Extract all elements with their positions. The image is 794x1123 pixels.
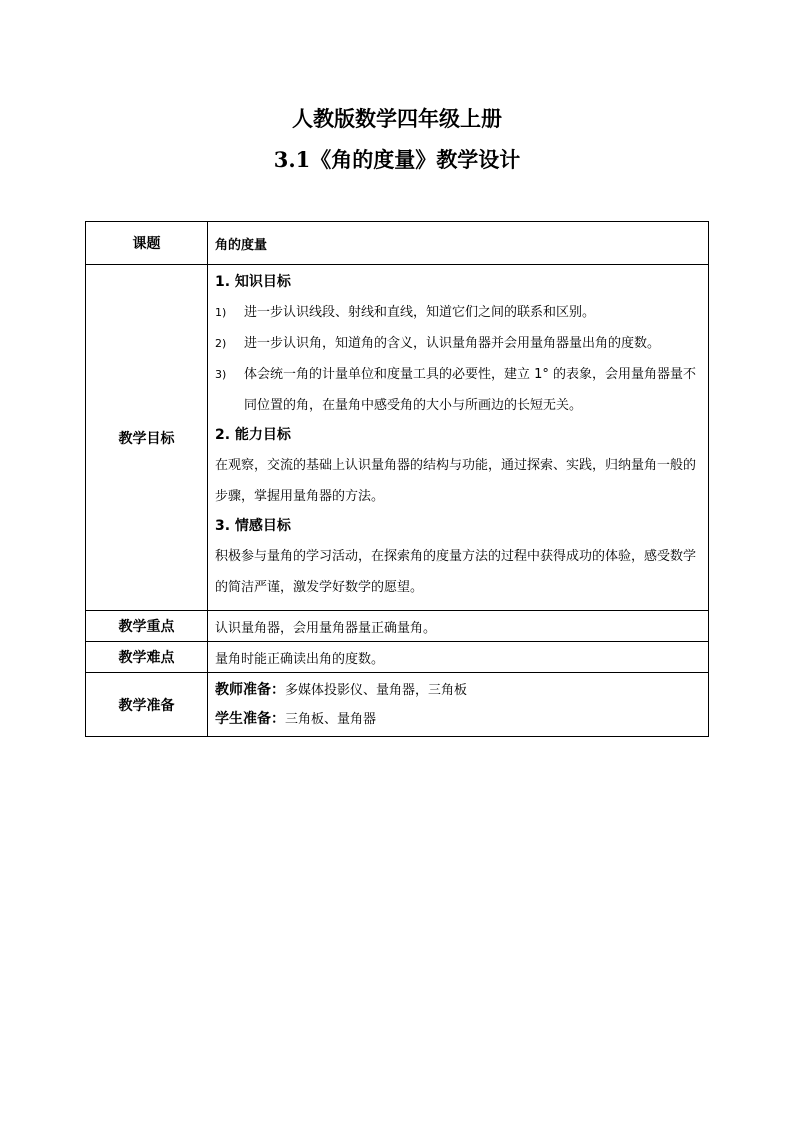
- teacher-prep: [215, 676, 702, 705]
- item-number: 2): [215, 337, 227, 350]
- row-key-point: [86, 611, 709, 642]
- item-number: 3): [215, 368, 227, 381]
- student-prep-label: 学生准备：: [215, 710, 285, 727]
- subject-value: 角的度量: [208, 222, 709, 265]
- row-subject: [86, 222, 709, 265]
- difficulty-value: 量角时能正确读出角的度数。: [208, 642, 709, 673]
- subject-label: 课题: [86, 222, 208, 265]
- teacher-prep-value: 多媒体投影仪、量角器，三角板: [285, 682, 468, 698]
- preparation-label: 教学准备: [86, 673, 208, 737]
- objectives-content: [208, 265, 709, 611]
- difficulty-label: 教学难点: [86, 642, 208, 673]
- knowledge-item: [215, 359, 702, 421]
- key-point-label: 教学重点: [86, 611, 208, 642]
- ability-text: 在观察，交流的基础上认识量角器的结构与功能，通过探索、实践，归纳量角一般的步骤，掌握用量角器的方法。: [215, 458, 697, 504]
- item-text: 进一步认识角，知道角的含义，认识量角器并会用量角器量出角的度数。: [244, 336, 661, 351]
- preparation-content: [208, 673, 709, 737]
- item-text: 进一步认识线段、射线和直线，知道它们之间的联系和区别。: [244, 305, 596, 320]
- ability-heading: 2. 能力目标: [215, 427, 291, 443]
- emotion-text: 积极参与量角的学习活动，在探索角的度量方法的过程中获得成功的体验，感受数学的简洁严谨，激发学好数学的愿望。: [215, 549, 697, 595]
- knowledge-heading: 1. 知识目标: [215, 274, 291, 290]
- student-prep: [215, 705, 702, 734]
- knowledge-item: [215, 297, 702, 328]
- objectives-label: 教学目标: [86, 265, 208, 611]
- emotion-heading: 3. 情感目标: [215, 518, 291, 534]
- row-objectives: [86, 265, 709, 611]
- row-preparation: [86, 673, 709, 737]
- item-number: 1): [215, 306, 227, 319]
- item-text: 体会统一角的计量单位和度量工具的必要性，建立 1° 的表象，会用量角器量不同位置的角，在量角中感受角的大小与所画边的长短无关。: [244, 367, 697, 413]
- lesson-plan-table: [85, 221, 709, 737]
- student-prep-value: 三角板、量角器: [285, 711, 377, 727]
- page-subtitle: 3.1《角的度量》教学设计: [273, 147, 521, 172]
- teacher-prep-label: 教师准备：: [215, 681, 285, 698]
- knowledge-item: [215, 328, 702, 359]
- page-title: 人教版数学四年级上册: [292, 106, 502, 131]
- row-difficulty: [86, 642, 709, 673]
- key-point-value: 认识量角器，会用量角器量正确量角。: [208, 611, 709, 642]
